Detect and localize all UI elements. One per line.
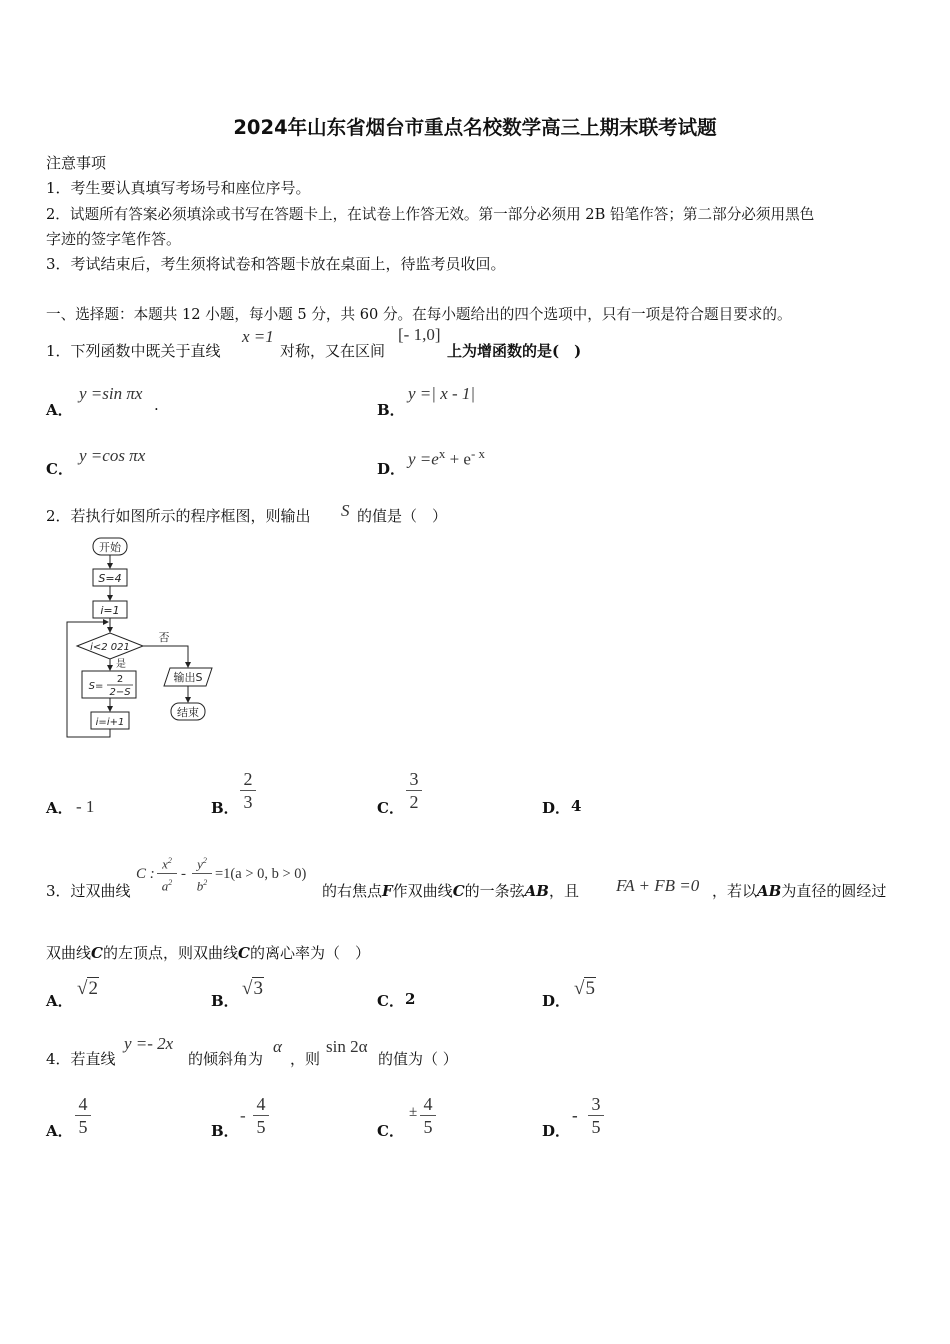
q4-option-d-sign: - [572,1106,578,1125]
q3-option-c-value: 2 [405,990,416,1008]
q2-option-b-label[interactable]: B． [211,799,239,817]
q1-option-c-expr: y =cos πx [79,446,146,465]
q3-text-line-2: 双曲线C的左顶点，则双曲线C的离心率为（ ） [46,944,370,962]
q2-math-s: S [341,501,350,520]
q1-option-d-label[interactable]: D． [377,460,406,478]
q1-math-interval: [- 1,0] [398,325,441,344]
q2-option-a-value: - 1 [76,797,95,816]
q3-option-a-label[interactable]: A． [46,992,73,1010]
notice-line-3: 3．考试结束后，考生须将试卷和答题卡放在桌面上，待监考员收回。 [46,255,506,273]
q4-math-line: y =- 2x [124,1034,174,1053]
q4-math-sin: sin 2α [326,1037,368,1056]
flow-output-label: 输出S [173,671,203,684]
q2-text-1: 2．若执行如图所示的程序框图，则输出 [46,507,311,525]
q4-text-3: ，则 [290,1050,321,1068]
flow-condition-label: i<2 021 [90,642,130,653]
flow-start-label: 开始 [99,541,121,554]
flow-assign-den: 2−S [109,687,131,698]
q1-option-c-label[interactable]: C． [46,460,73,478]
q3-minus: - [181,866,186,882]
notice-line-2: 2．试题所有答案必须填涂或书写在答题卡上，在试卷上作答无效。第一部分必须用 2B 铅笔作答；第二部分必须用黑色 [46,206,815,223]
q4-option-b-label[interactable]: B． [211,1122,239,1140]
flow-assign-num: 2 [116,674,124,685]
notice-line-1: 1．考生要认真填写考场号和座位序号。 [46,179,311,197]
q4-option-b-sign: - [240,1106,246,1125]
notice-heading: 注意事项 [46,154,107,172]
q2-text-2: 的值是（ ） [357,507,448,525]
q4-text-2: 的倾斜角为 [188,1050,264,1068]
q3-option-b-label[interactable]: B． [211,992,239,1010]
q2-option-d-label[interactable]: D． [542,799,571,817]
q4-text-4: 的值为（ ） [378,1050,458,1068]
notice-line-2-cont: 字迹的签字笔作答。 [46,230,182,248]
q2-option-c-label[interactable]: C． [377,799,404,817]
q3-vector-expr: FA + FB =0 [616,876,700,895]
flowchart [60,532,230,744]
q4-option-a-label[interactable]: A． [46,1122,73,1140]
flow-assign-lhs: S= [88,681,104,692]
q3-fraction-y: $y^2$ $b^2$ [192,853,212,895]
q1-option-d-expr: $y =e^x + e^{- x}$ [408,446,486,469]
flow-yes-label: 是 [116,659,126,670]
q2-option-a-label[interactable]: A． [46,799,73,817]
q1-option-a-expr: y =sin πx [79,384,143,403]
flow-i-init-label: i=1 [100,604,120,617]
q3-text-line-1-end: ，若以AB为直径的圆经过 [712,882,887,900]
q4-option-d-label[interactable]: D． [542,1122,571,1140]
q4-option-c-sign: ± [409,1104,418,1120]
flow-increment-label: i=i+1 [95,717,125,728]
q4-option-b-fraction: 4 5 [253,1094,269,1137]
flow-no-label: 否 [158,631,170,644]
q1-math-line: x =1 [242,327,274,346]
flow-s-init-label: S=4 [98,572,122,585]
q1-option-b-label[interactable]: B． [377,401,405,419]
q2-option-c-fraction: 3 2 [406,769,422,812]
q4-math-alpha: α [273,1037,282,1056]
page-title: 2024年山东省烟台市重点名校数学高三上期末联考试题 [233,116,717,139]
q1-option-b-expr: y =| x - 1| [408,384,476,403]
flow-end-label: 结束 [177,706,199,719]
q2-option-b-fraction: 2 3 [240,769,256,812]
q3-fraction-x: $x^2$ $a^2$ [157,853,177,895]
q4-option-d-fraction: 3 5 [588,1094,604,1137]
q1-text-3: 上为增函数的是( ) [447,342,582,360]
q3-option-c-label[interactable]: C． [377,992,404,1010]
q3-curve-name: C : [136,866,155,882]
q4-option-c-fraction: 4 5 [420,1094,436,1137]
section-heading: 一、选择题：本题共 12 小题，每小题 5 分，共 60 分。在每小题给出的四个选项中，只有一项是符合题目要求的。 [46,306,792,323]
q1-text-2: 对称，又在区间 [280,342,386,360]
q1-option-a-label[interactable]: A． [46,401,73,419]
q3-option-a-radical: √2 [77,978,98,999]
q2-option-d-value: 4 [571,797,582,815]
q3-option-d-radical: √5 [574,978,595,999]
q3-equation-tail: =1(a > 0, b > 0) [215,866,307,882]
q4-option-c-label[interactable]: C． [377,1122,404,1140]
q3-option-d-label[interactable]: D． [542,992,571,1010]
q4-text-1: 4．若直线 [46,1050,116,1068]
q1-option-a-dot: . [154,396,159,414]
q1-text-1: 1．下列函数中既关于直线 [46,342,221,360]
q3-text-line-1: 的右焦点F作双曲线C的一条弦AB，且 [322,882,579,900]
q4-option-a-fraction: 4 5 [75,1094,91,1137]
q3-option-b-radical: √3 [242,978,263,999]
q3-text-1: 3．过双曲线 [46,882,131,900]
